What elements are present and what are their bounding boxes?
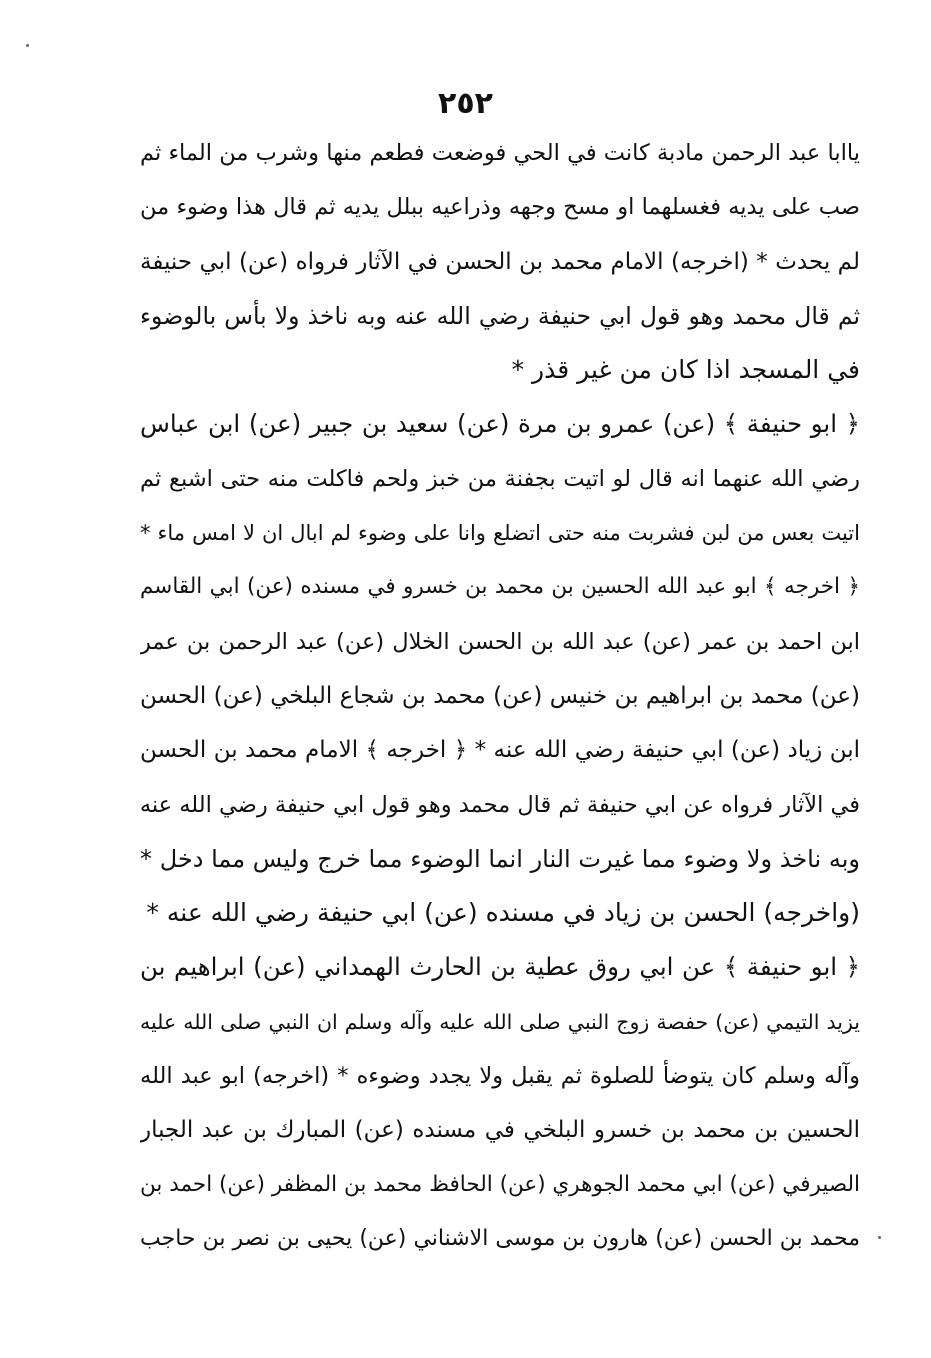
scan-speck — [26, 44, 29, 47]
text-line: وآله وسلم كان يتوضأ للصلوة ثم يقبل ولا يجدد وضوءه * (اخرجه) ابو عبد الله — [140, 1063, 860, 1090]
text-line: في المسجد اذا كان من غير قذر * — [511, 355, 860, 385]
text-body — [140, 126, 860, 1266]
text-line: الحسين بن محمد بن خسرو البلخي في مسنده (عن) المبارك بن عبد الجبار — [140, 1117, 860, 1144]
text-line: ابن زياد (عن) ابي حنيفة رضي الله عنه * ﴿ اخرجه ﴾ الامام محمد بن الحسن — [140, 737, 860, 764]
text-line: في الآثار فرواه عن ابي حنيفة ثم قال محمد وهو قول ابي حنيفة رضي الله عنه — [140, 791, 860, 818]
text-line: ﴿ ابو حنيفة ﴾ (عن) عمرو بن مرة (عن) سعيد بن جبير (عن) ابن عباس — [140, 409, 860, 439]
text-line: ﴿ اخرجه ﴾ ابو عبد الله الحسين بن محمد بن خسرو في مسنده (عن) ابي القاسم — [140, 574, 860, 600]
text-line: ﴿ ابو حنيفة ﴾ عن ابي روق عطية بن الحارث الهمداني (عن) ابراهيم بن — [140, 952, 860, 982]
text-line: (عن) محمد بن ابراهيم بن خنيس (عن) محمد بن شجاع البلخي (عن) الحسن — [140, 682, 860, 709]
text-line: رضي الله عنهما انه قال لو اتيت بجفنة من خبز ولحم فاكلت منه حتى اشبع ثم — [140, 465, 860, 492]
text-line: صب على يديه فغسلهما او مسح وجهه وذراعيه ببلل يديه ثم قال هذا وضوء من — [140, 194, 860, 221]
text-line: يزيد التيمي (عن) حفصة زوج النبي صلى الله عليه وآله وسلم ان النبي صلى الله عليه — [140, 1009, 860, 1034]
text-line: ياابا عبد الرحمن مادبة كانت في الحي فوضعت فطعم منها وشرب من الماء ثم — [140, 140, 860, 166]
text-line: ثم قال محمد وهو قول ابي حنيفة رضي الله عنه وبه ناخذ ولا بأس بالوضوء — [140, 301, 860, 330]
text-line: (واخرجه) الحسن بن زياد في مسنده (عن) ابي حنيفة رضي الله عنه * — [146, 898, 860, 928]
text-line: اتيت بعس من لبن فشربت منه حتى اتضلع وانا على وضوء لم ابال ان لا امس ماء * — [140, 521, 860, 546]
text-line: لم يحدث * (اخرجه) الامام محمد بن الحسن في الآثار فرواه (عن) ابي حنيفة — [140, 248, 860, 275]
text-line: وبه ناخذ ولا وضوء مما غيرت النار انما الوضوء مما خرج وليس مما دخل * — [140, 844, 860, 873]
text-line: محمد بن الحسن (عن) هارون بن موسى الاشناني (عن) يحيى بن نصر بن حاجب — [140, 1225, 860, 1251]
text-line: الصيرفي (عن) ابي محمد الجوهري (عن) الحافظ محمد بن المظفر (عن) احمد بن — [140, 1171, 860, 1197]
text-line: ابن احمد بن عمر (عن) عبد الله بن الحسن الخلال (عن) عبد الرحمن بن عمر — [140, 628, 860, 655]
page-number: ٢٥٢ — [438, 86, 493, 121]
scan-speck — [878, 1236, 881, 1239]
